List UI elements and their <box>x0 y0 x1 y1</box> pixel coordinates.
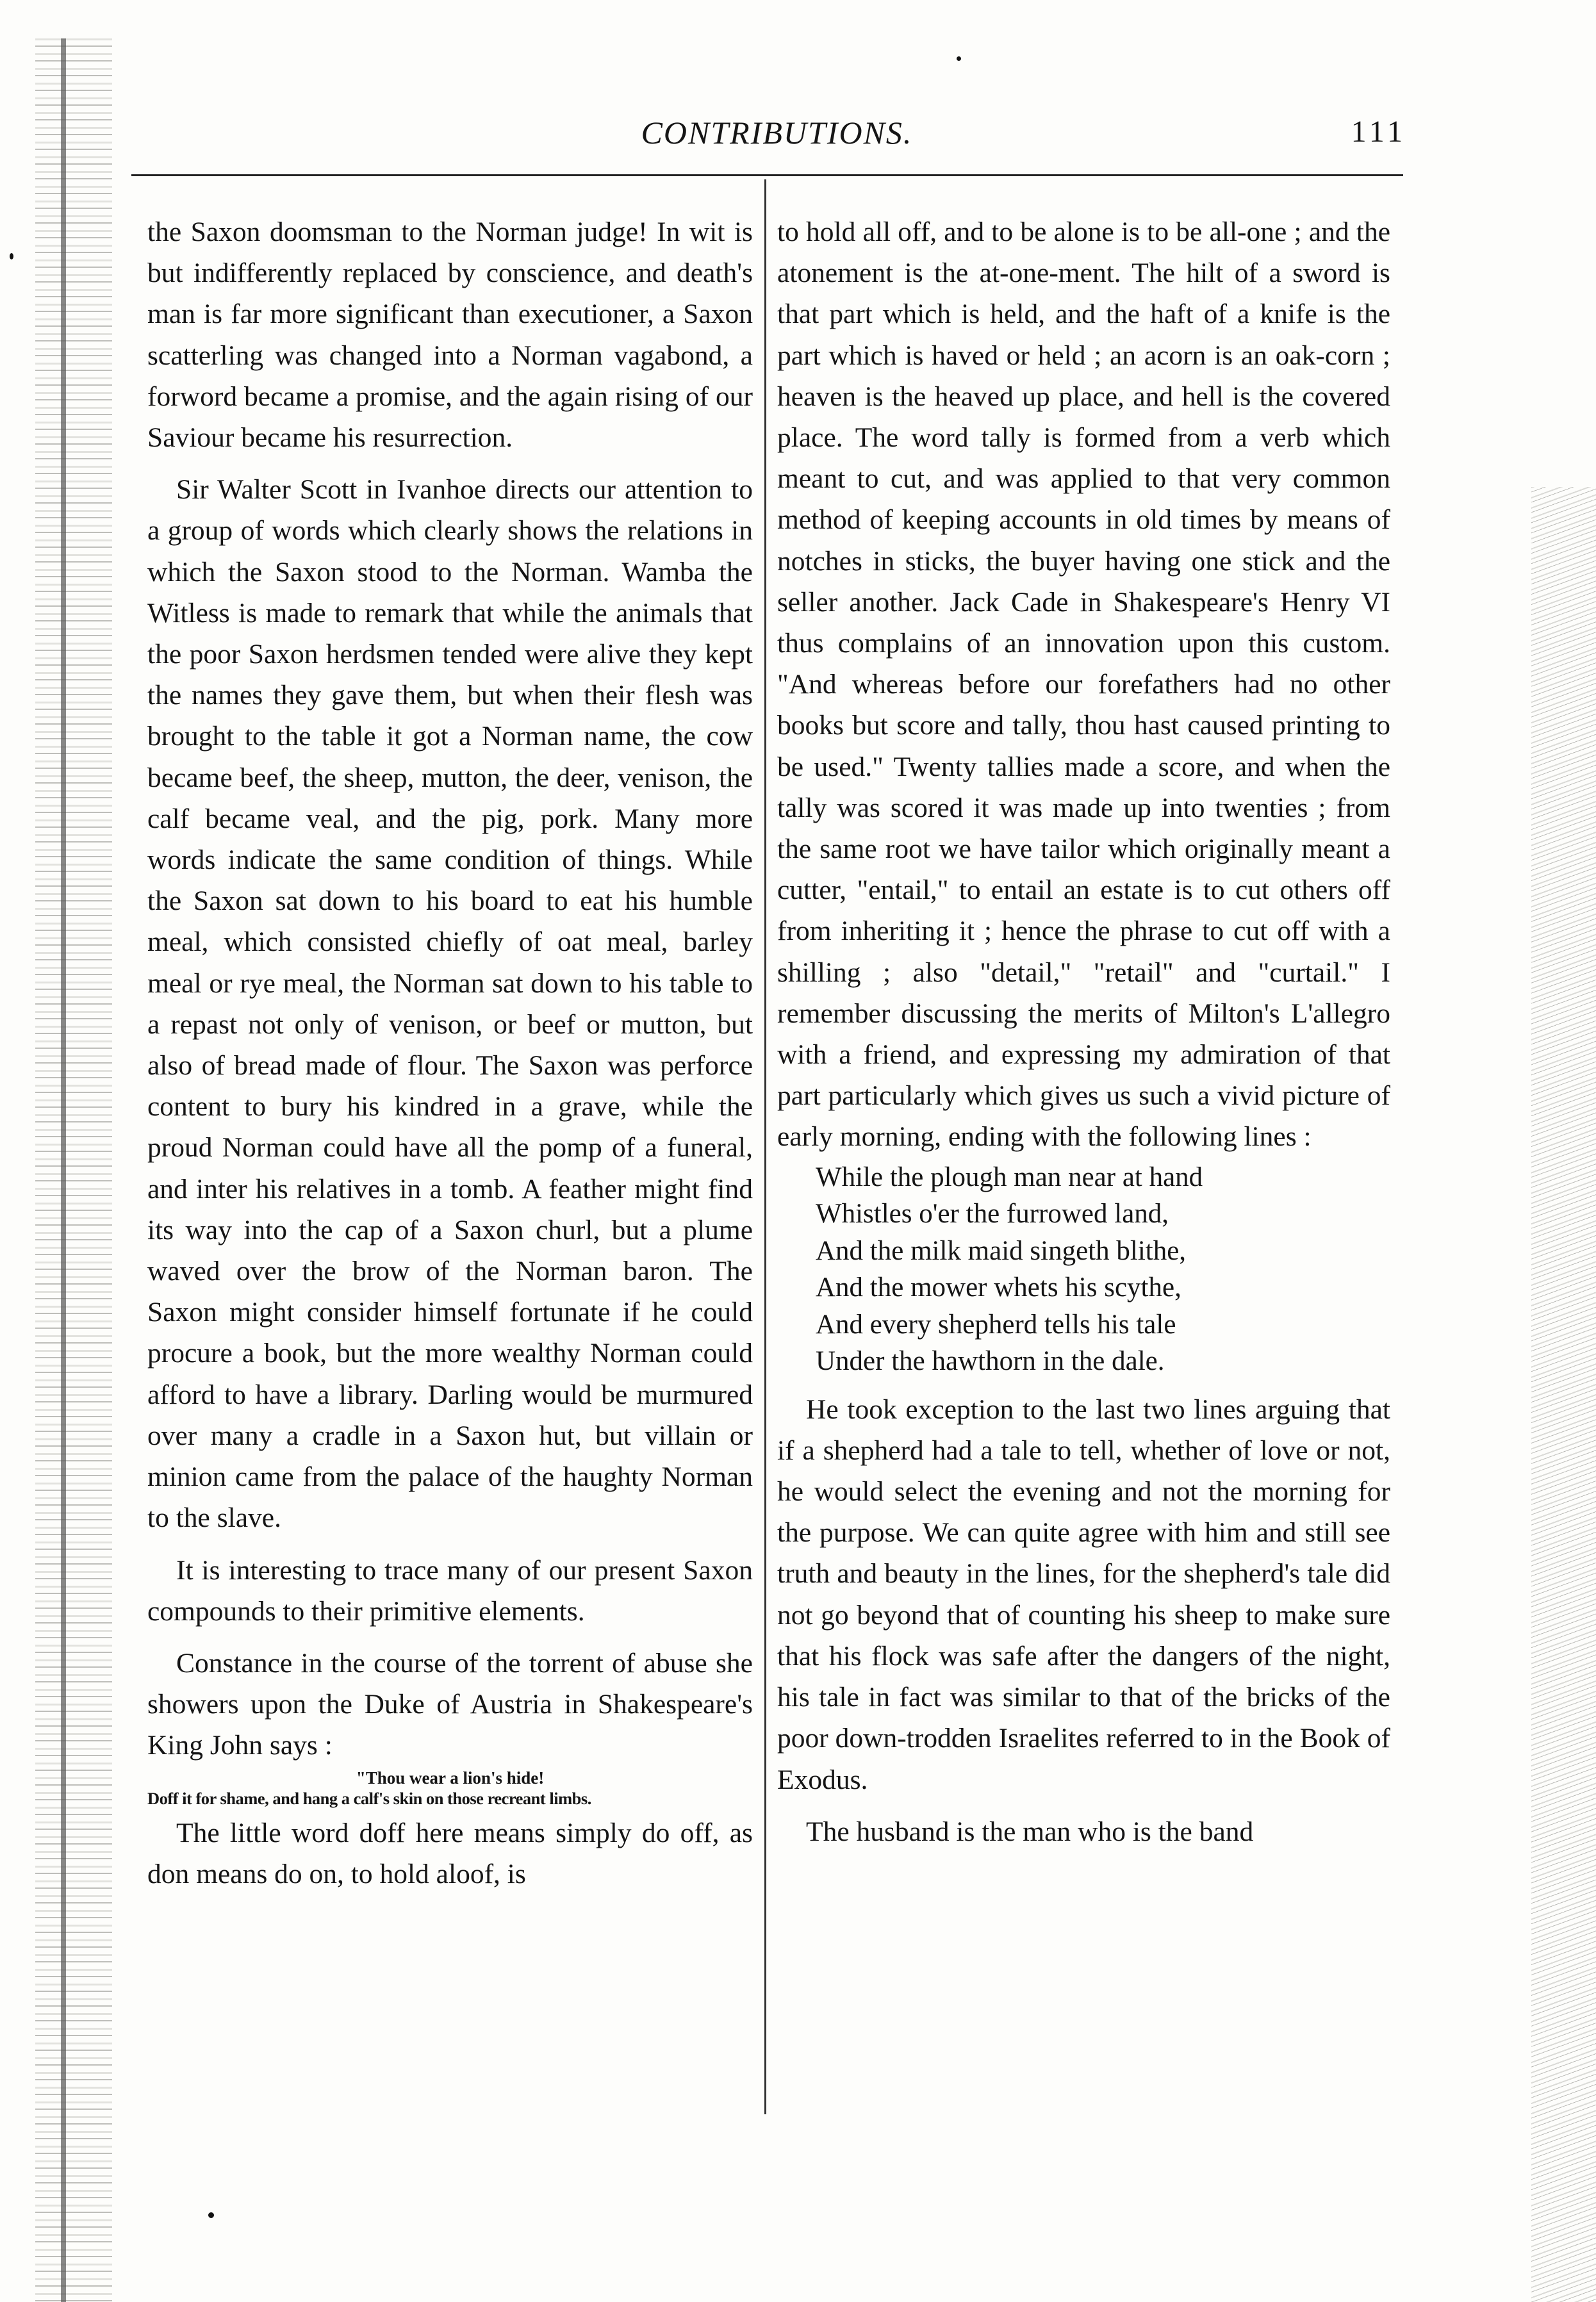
running-header <box>147 114 1406 159</box>
ink-speck <box>957 56 961 61</box>
paragraph: The little word doff here means simply do off, as don means do on, to hold aloof, is <box>147 1817 753 1889</box>
paragraph: to hold all off, and to be alone is to be all-one ; and the atonement is the at-one-ment. The hilt of a sword is that part which is held, and the haft of a knife is the part which is haved or held ; an acorn is an oak-corn ; heaven is the heaved up place, and hell is the covered place. The word tally is formed from a verb which meant to cut, and was applied to that very common method of keeping accounts in old times by means of notches in sticks, the buyer having one stick and the seller another. Jack Cade in Shakespeare's Henry VI thus complains of an innovation upon this custom. "And whereas before our forefathers had no other books but score and tally, thou hast caused printing to be used." Twenty tallies made a score, and when the tally was scored it was made up into twenties ; from the same root we have tailor which originally meant a cutter, "entail," to entail an estate is to cut others off from inheriting it ; hence the phrase to cut off with a shilling ; also "detail," "retail" and "curtail." I remember discussing the merits of Milton's L'allegro with a friend, and expressing my admiration of that part particularly which gives us such a vivid picture of early morning, ending with the following lines : <box>777 217 1390 1153</box>
poem-line: Whistles o'er the furrowed land, <box>816 1199 1169 1229</box>
poem-line: While the plough man near at hand <box>816 1162 1203 1192</box>
column-divider <box>764 179 766 2114</box>
poem-line: Under the hawthorn in the dale. <box>816 1346 1165 1377</box>
paragraph: He took exception to the last two lines arguing that if a shepherd had a tale to tell, whether of love or not, he would select the evening and not the morning for the purpose. We can quite agree with him and still see truth and beauty in the lines, for the shepherd's tale did not go beyond that of counting his sheep to make sure that his flock was safe after the dangers of the night, his tale in fact was similar to that of the bricks of the poor down-trodden Israelites referred to in the Book of Exodus. <box>777 1394 1390 1795</box>
page-number: 111 <box>1351 115 1406 149</box>
paragraph: Constance in the course of the torrent of abuse she showers upon the Duke of Austria in Shakespeare's King John says : <box>147 1647 753 1761</box>
paragraph: It is interesting to trace many of our present Saxon compounds to their primitive elements. <box>147 1554 753 1627</box>
right-column <box>777 211 1390 1852</box>
block-quote <box>147 1768 753 1809</box>
page-edge-speckle <box>1531 487 1596 2302</box>
poem-line: And the milk maid singeth blithe, <box>816 1235 1187 1266</box>
quote-line: "Thou wear a lion's hide! <box>356 1768 545 1788</box>
ink-speck <box>208 2212 214 2218</box>
poem-line: And the mower whets his scythe, <box>816 1272 1181 1303</box>
paragraph: Sir Walter Scott in Ivanhoe directs our attention to a group of words which clearly shows the relations in which the Saxon stood to the Norman. Wamba the Witless is made to remark that while the animals that the poor Saxon herdsmen tended were alive they kept the names they gave them, but when their flesh was brought to the table it got a Norman name, the cow became beef, the sheep, mutton, the deer, venison, the calf became veal, and the pig, pork. Many more words indicate the same condition of things. While the Saxon sat down to his board to eat his humble meal, which consisted chiefly of oat meal, barley meal or rye meal, the Norman sat down to his table to a repast not only of venison, or beef or mutton, but also of bread made of flour. The Saxon was perforce content to bury his kindred in a grave, while the proud Norman could have all the pomp of a funeral, and inter his relatives in a tomb. A feather might find its way into the cap of a Saxon churl, but a plume waved over the brow of the Norman baron. The Saxon might consider himself fortunate if he could procure a book, but the more wealthy Norman could afford to have a library. Darling would be murmured over many a cradle in a Saxon hut, but villain or minion came from the palace of the haughty Norman to the slave. <box>147 474 753 1534</box>
quote-line: Doff it for shame, and hang a calf's skin on those recreant limbs. <box>147 1788 591 1808</box>
binding-shadow-line <box>61 38 66 2302</box>
poem-quote <box>777 1159 1390 1380</box>
book-binding-edge <box>35 38 112 2302</box>
paragraph: The husband is the man who is the band <box>806 1816 1254 1847</box>
poem-line: And every shepherd tells his tale <box>816 1309 1176 1340</box>
left-column <box>147 211 753 1895</box>
header-rule <box>131 174 1403 176</box>
paragraph: the Saxon doomsman to the Norman judge! In wit is but indifferently replaced by conscience, and death's man is far more significant than executioner, a Saxon scatterling was changed into a Norman vagabond, a forword became a promise, and the again rising of our Saviour became his resurrection. <box>147 217 753 454</box>
ink-speck <box>10 253 13 259</box>
running-title: CONTRIBUTIONS. <box>641 115 913 151</box>
